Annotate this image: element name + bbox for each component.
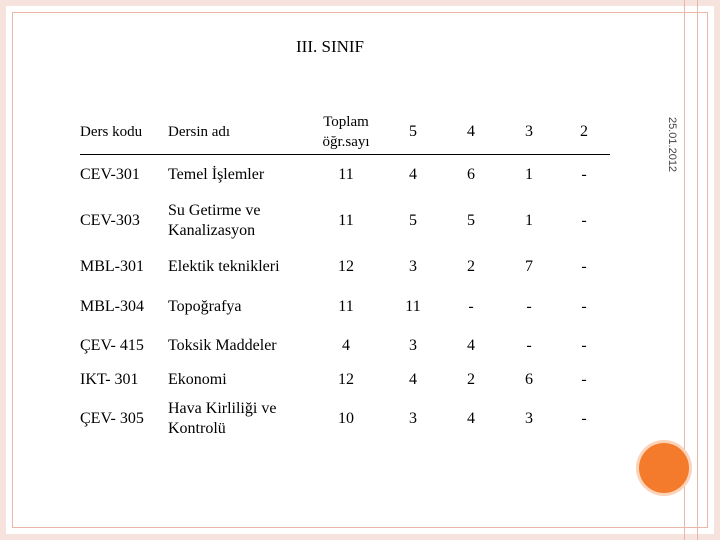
count-cell: - bbox=[526, 337, 532, 354]
count-cell: - bbox=[581, 258, 587, 275]
course-name-cell: Topoğrafya bbox=[168, 298, 242, 315]
grade-table bbox=[80, 110, 610, 443]
course-name-cell: Toksik Maddeler bbox=[168, 337, 277, 354]
count-cell: 5 bbox=[467, 212, 475, 229]
course-code-cell: CEV-301 bbox=[80, 166, 140, 183]
table-row bbox=[80, 195, 610, 247]
count-cell: 4 bbox=[409, 371, 417, 388]
count-cell: 6 bbox=[525, 371, 533, 388]
count-cell: 4 bbox=[342, 337, 350, 354]
count-cell: 12 bbox=[338, 371, 354, 388]
table-row bbox=[80, 247, 610, 287]
count-cell: 11 bbox=[338, 212, 354, 229]
header-ders-kodu: Ders kodu bbox=[80, 110, 168, 155]
count-cell: - bbox=[581, 410, 587, 427]
count-cell: - bbox=[581, 166, 587, 183]
count-cell: - bbox=[581, 371, 587, 388]
count-cell: 12 bbox=[338, 258, 354, 275]
header-grade-4: 4 bbox=[442, 110, 500, 155]
slide-title: III. SINIF bbox=[296, 37, 364, 56]
course-code-cell: ÇEV- 305 bbox=[80, 410, 144, 427]
count-cell: - bbox=[581, 337, 587, 354]
count-cell: - bbox=[468, 298, 474, 315]
count-cell: - bbox=[581, 298, 587, 315]
count-cell: 6 bbox=[467, 166, 475, 183]
course-name-cell: Elektik teknikleri bbox=[168, 258, 280, 275]
count-cell: 10 bbox=[338, 410, 354, 427]
course-code-cell: MBL-301 bbox=[80, 258, 144, 275]
course-name-cell: Ekonomi bbox=[168, 371, 227, 388]
count-cell: 2 bbox=[467, 371, 475, 388]
right-rule-line-2 bbox=[697, 0, 698, 540]
count-cell: 5 bbox=[409, 212, 417, 229]
course-name-cell: Hava Kirliliği ve Kontrolü bbox=[168, 400, 277, 437]
header-grade-2: 2 bbox=[558, 110, 610, 155]
table-row bbox=[80, 287, 610, 327]
count-cell: 4 bbox=[409, 166, 417, 183]
course-name-cell: Temel İşlemler bbox=[168, 166, 265, 183]
course-code-cell: IKT- 301 bbox=[80, 371, 139, 388]
header-toplam: Toplam öğr.sayı bbox=[308, 110, 384, 155]
count-cell: 3 bbox=[409, 337, 417, 354]
course-code-cell: CEV-303 bbox=[80, 212, 140, 229]
count-cell: 11 bbox=[338, 298, 354, 315]
header-dersin-adi: Dersin adı bbox=[168, 110, 308, 155]
table-header-row bbox=[80, 110, 610, 155]
count-cell: 3 bbox=[409, 410, 417, 427]
count-cell: - bbox=[526, 298, 532, 315]
table-row bbox=[80, 327, 610, 365]
count-cell: 11 bbox=[338, 166, 354, 183]
count-cell: 4 bbox=[467, 337, 475, 354]
header-grade-3: 3 bbox=[500, 110, 558, 155]
count-cell: 7 bbox=[525, 258, 533, 275]
count-cell: 4 bbox=[467, 410, 475, 427]
table-row bbox=[80, 395, 610, 443]
count-cell: 1 bbox=[525, 166, 533, 183]
header-grade-5: 5 bbox=[384, 110, 442, 155]
count-cell: 2 bbox=[467, 258, 475, 275]
count-cell: - bbox=[581, 212, 587, 229]
course-name-cell: Su Getirme ve Kanalizasyon bbox=[168, 202, 261, 239]
slide-date: 25.01.2012 bbox=[666, 117, 678, 173]
count-cell: 11 bbox=[405, 298, 421, 315]
count-cell: 3 bbox=[409, 258, 417, 275]
count-cell: 1 bbox=[525, 212, 533, 229]
course-code-cell: MBL-304 bbox=[80, 298, 144, 315]
table-row bbox=[80, 155, 610, 196]
count-cell: 3 bbox=[525, 410, 533, 427]
table-row bbox=[80, 365, 610, 395]
course-code-cell: ÇEV- 415 bbox=[80, 337, 144, 354]
decorative-orange-circle bbox=[639, 443, 689, 493]
